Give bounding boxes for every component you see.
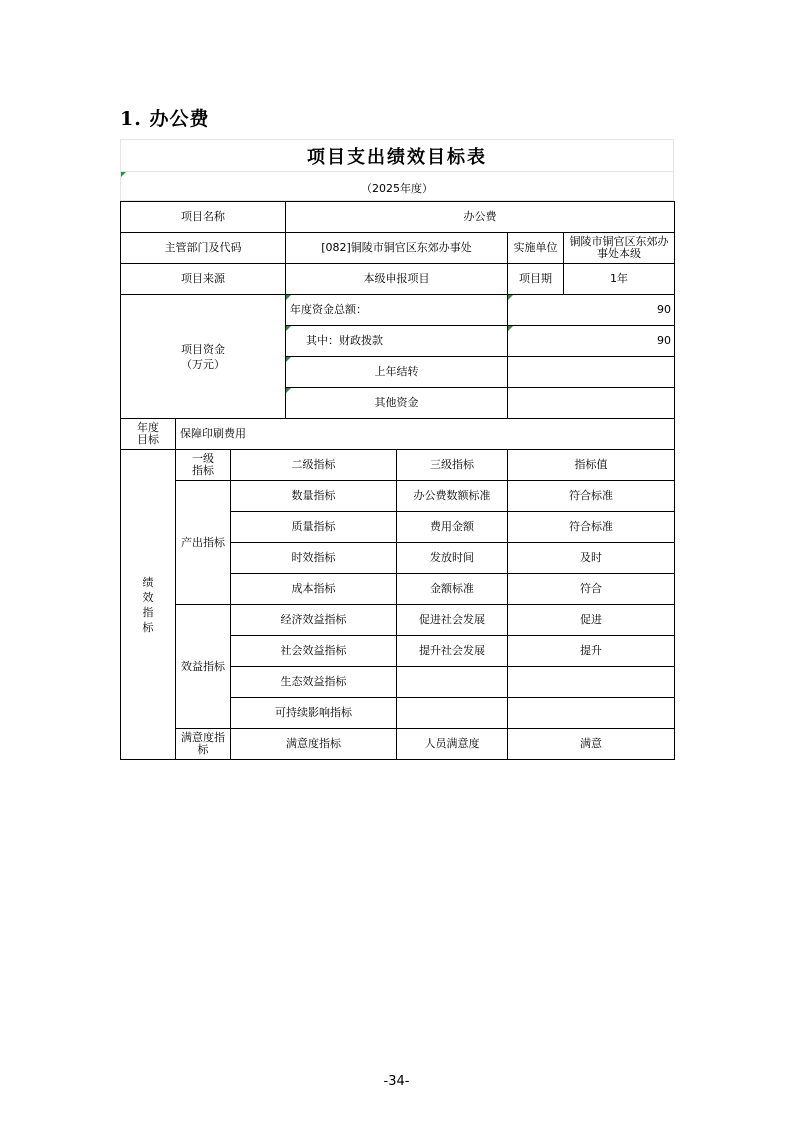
value-cell: 符合 (508, 574, 675, 605)
form-year: （2025年度） (361, 182, 433, 195)
level2-cell: 经济效益指标 (231, 605, 397, 636)
project-name-label: 项目名称 (121, 202, 286, 233)
fiscal-text: 其中：财政拨款 (306, 334, 384, 347)
level3-cell: 发放时间 (397, 543, 508, 574)
value-cell: 促进 (508, 605, 675, 636)
annual-total-number: 90 (657, 303, 672, 316)
project-period-value: 1年 (564, 264, 675, 295)
annual-total-value (508, 295, 675, 326)
project-name-value: 办公费 (286, 202, 675, 233)
annual-goal-value: 保障印刷费用 (176, 419, 675, 450)
level1-header: 一级 指标 (176, 450, 231, 481)
annual-total-label (286, 295, 508, 326)
cell-marker (508, 295, 513, 300)
other-funds-label (286, 388, 508, 419)
value-cell: 满意 (508, 729, 675, 760)
annual-total-text: 年度资金总额： (290, 303, 368, 316)
value-cell: 及时 (508, 543, 675, 574)
level2-cell: 生态效益指标 (231, 667, 397, 698)
fiscal-number: 90 (657, 334, 672, 347)
department-label: 主管部门及代码 (121, 233, 286, 264)
level2-cell: 可持续影响指标 (231, 698, 397, 729)
value-cell: 符合标准 (508, 512, 675, 543)
implementing-unit-value: 铜陵市铜官区东郊办事处本级 (564, 233, 675, 264)
value-cell (508, 698, 675, 729)
annual-goal-label: 年度 目标 (121, 419, 176, 450)
level3-cell: 办公费数额标准 (397, 481, 508, 512)
level3-cell: 人员满意度 (397, 729, 508, 760)
cell-marker (286, 357, 291, 362)
value-cell (508, 667, 675, 698)
cell-marker (286, 326, 291, 331)
title-divider (120, 171, 674, 172)
level3-cell: 提升社会发展 (397, 636, 508, 667)
level3-cell: 费用金额 (397, 512, 508, 543)
project-period-label: 项目期 (508, 264, 564, 295)
level3-cell: 金额标准 (397, 574, 508, 605)
cell-marker (121, 172, 126, 177)
cell-marker (286, 295, 291, 300)
fiscal-value (508, 326, 675, 357)
level3-cell: 促进社会发展 (397, 605, 508, 636)
value-header: 指标值 (508, 450, 675, 481)
performance-table (120, 201, 675, 760)
project-source-label: 项目来源 (121, 264, 286, 295)
cell-marker (508, 326, 513, 331)
carryover-text: 上年结转 (374, 365, 419, 378)
other-funds-value (508, 388, 675, 419)
cell-marker (286, 388, 291, 393)
level2-cell: 数量指标 (231, 481, 397, 512)
performance-label: 绩 效 指 标 (121, 450, 176, 760)
level1-cell: 满意度指 标 (176, 729, 231, 760)
level2-cell: 满意度指标 (231, 729, 397, 760)
level3-header: 三级指标 (397, 450, 508, 481)
level2-cell: 成本指标 (231, 574, 397, 605)
level1-cell: 产出指标 (176, 481, 231, 605)
page-number: -34- (383, 1074, 410, 1089)
value-cell: 符合标准 (508, 481, 675, 512)
level3-cell (397, 698, 508, 729)
funds-label: 项目资金 （万元） (121, 295, 286, 419)
carryover-label (286, 357, 508, 388)
other-funds-text: 其他资金 (374, 396, 419, 409)
level2-cell: 时效指标 (231, 543, 397, 574)
department-value: [082]铜陵市铜官区东郊办事处 (286, 233, 508, 264)
fiscal-label (286, 326, 508, 357)
implementing-unit-label: 实施单位 (508, 233, 564, 264)
value-cell: 提升 (508, 636, 675, 667)
carryover-value (508, 357, 675, 388)
project-source-value: 本级申报项目 (286, 264, 508, 295)
level2-cell: 社会效益指标 (231, 636, 397, 667)
level2-cell: 质量指标 (231, 512, 397, 543)
level3-cell (397, 667, 508, 698)
form-title: 项目支出绩效目标表 (307, 147, 487, 168)
section-heading: 1. 办公费 (120, 108, 210, 130)
level2-header: 二级指标 (231, 450, 397, 481)
level1-cell: 效益指标 (176, 605, 231, 729)
